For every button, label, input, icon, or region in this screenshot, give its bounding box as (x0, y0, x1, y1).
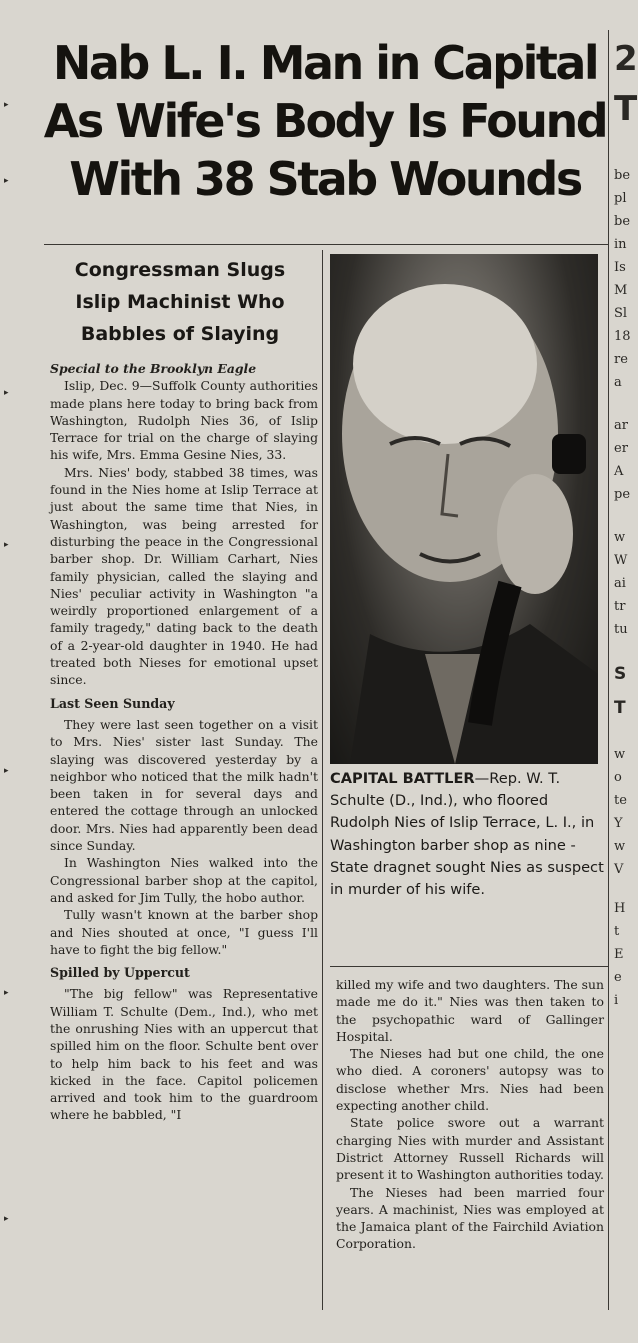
deck-line-1: Congressman Slugs (74, 259, 286, 281)
fragment-line: er (614, 441, 628, 456)
caption-text: —Rep. W. T. Schulte (D., Ind.), who floored Rudolph Nies of Islip Terrace, L. I., in Washington barber shop as nine - State dragnet sought Nies as suspect in murder of his wife. (330, 770, 604, 899)
fragment-line: 18 (614, 329, 631, 344)
fragment-line: Is (614, 260, 626, 275)
fragment-lines-b (614, 414, 631, 506)
fragment-line: W (614, 553, 628, 568)
fragment-med-2: T (614, 698, 626, 718)
fragment-line: tu (614, 622, 628, 637)
headline (40, 34, 610, 208)
story-subhead: Last Seen Sunday (50, 695, 175, 711)
fragment-lines-c (614, 526, 628, 641)
story-column-left (50, 360, 318, 1124)
fragment-big-2: T (614, 89, 638, 129)
fragment-line: pl (614, 191, 627, 206)
fragment-line: H (614, 901, 626, 916)
headline-rule (44, 244, 609, 245)
fragment-line: a (614, 375, 622, 390)
headline-line-3: With 38 Stab Wounds (69, 152, 581, 206)
fragment-line: w (614, 530, 626, 545)
story-paragraph: The Nieses had been married four years. A machinist, Nies was employed at the Jamaica plant of the Fairchild Aviation Corporation. (336, 1184, 604, 1252)
caption-lead: CAPITAL BATTLER (330, 770, 475, 787)
story-subhead: Spilled by Uppercut (50, 965, 190, 981)
fragment-line: in (614, 237, 627, 252)
fragment-line: te (614, 793, 627, 808)
deck-line-3: Babbles of Slaying (80, 323, 280, 345)
fragment-line: w (614, 839, 626, 854)
fragment-line: M (614, 283, 628, 298)
portrait-photo (330, 254, 598, 764)
story-paragraph: They were last seen together on a visit to Mrs. Nies' sister last Sunday. The slaying was discovered yesterday by a neighbor who noticed that the milk hadn't been taken in for several days and entered the cottage through an unlocked door. Mrs. Nies had apparently been dead since Sunday. (50, 716, 318, 854)
fragment-line: V (614, 862, 624, 877)
story-paragraph: killed my wife and two daughters. The sun made me do it." Nies was then taken to the psychopathic ward of Gallinger Hospital. (336, 977, 604, 1044)
fragment-line: A (614, 464, 624, 479)
adjacent-column-fragment (614, 0, 638, 1343)
story-paragraph: "The big fellow" was Representative William T. Schulte (Dem., Ind.), who met the onrushing Nies with an uppercut that spilled him on the floor. Schulte bent over to help him back to his feet and was kicked in the face. Capitol policemen arrived and took him to the guardroom where he babbled, "I (50, 986, 318, 1123)
portrait-illustration (330, 254, 598, 764)
fragment-line: e (614, 970, 622, 985)
headline-line-2: As Wife's Body Is Found (43, 94, 607, 148)
fragment-line: Sl (614, 306, 628, 321)
story-paragraph: Islip, Dec. 9—Suffolk County authorities made plans here today to bring back from Washington, Rudolph Nies 36, of Islip Terrace for trial on the charge of slaying his wife, Mrs. Emma Gesine Nies, 33. (50, 378, 318, 463)
fragment-line: E (614, 947, 624, 962)
fragment-line: ar (614, 418, 628, 433)
story-credit: Special to the Brooklyn Eagle (50, 361, 257, 376)
photo-caption (330, 768, 606, 901)
fragment-line: w (614, 747, 626, 762)
story-paragraph: The Nieses had but one child, the one who died. A coroners' autopsy was to disclose whether Mrs. Nies had been expecting another child. (336, 1046, 604, 1114)
story-paragraph: Mrs. Nies' body, stabbed 38 times, was found in the Nies home at Islip Terrace at just about the same time that Nies, in Washington, was being arrested for disturbing the peace in the Congressional barber shop. Dr. William Carhart, Nies family physician, called the slaying and Nies' peculiar activity in Washington "a weirdly proportioned enlargement of a family tragedy," dating back to the death of a 2-year-old daughter in 1940. He had treated both Nieses for emotional upset since. (50, 464, 318, 688)
fragment-line: pe (614, 487, 631, 502)
fragment-line: t (614, 924, 620, 939)
story-paragraph: In Washington Nies walked into the Congressional barber shop at the capitol, and asked for Jim Tully, the hobo author. (50, 855, 318, 905)
deck-line-2: Islip Machinist Who (75, 291, 285, 313)
story-paragraph: Tully wasn't known at the barber shop and Nies shouted at once, "I guess I'll have to fight the big fellow." (50, 907, 318, 957)
right-column-divider (608, 30, 609, 1310)
fragment-med-1: S (614, 664, 627, 684)
story-column-right (336, 976, 604, 1253)
column-divider (322, 250, 323, 1310)
fragment-line: be (614, 214, 631, 229)
fragment-line: o (614, 770, 622, 785)
headline-line-1: Nab L. I. Man in Capital (52, 36, 598, 90)
fragment-line: re (614, 352, 628, 367)
fragment-line: i (614, 993, 619, 1008)
story-paragraph: State police swore out a warrant charging Nies with murder and Assistant District Attorney Russell Richards will present it to Washington authorities today. (336, 1115, 604, 1183)
fragment-line: Y (614, 816, 623, 831)
fragment-big-1: 2 (614, 39, 638, 79)
fragment-line: be (614, 168, 631, 183)
subheadline-deck (50, 254, 310, 350)
fragment-line: ai (614, 576, 626, 591)
fragment-lines-e (614, 897, 625, 1012)
fragment-line: tr (614, 599, 626, 614)
fragment-lines-a (614, 164, 631, 394)
fragment-lines-d (614, 743, 625, 881)
page-edge-marks: ▸ ▸ ▸ ▸ ▸ ▸ ▸ (4, 100, 9, 1224)
caption-rule (330, 966, 608, 967)
